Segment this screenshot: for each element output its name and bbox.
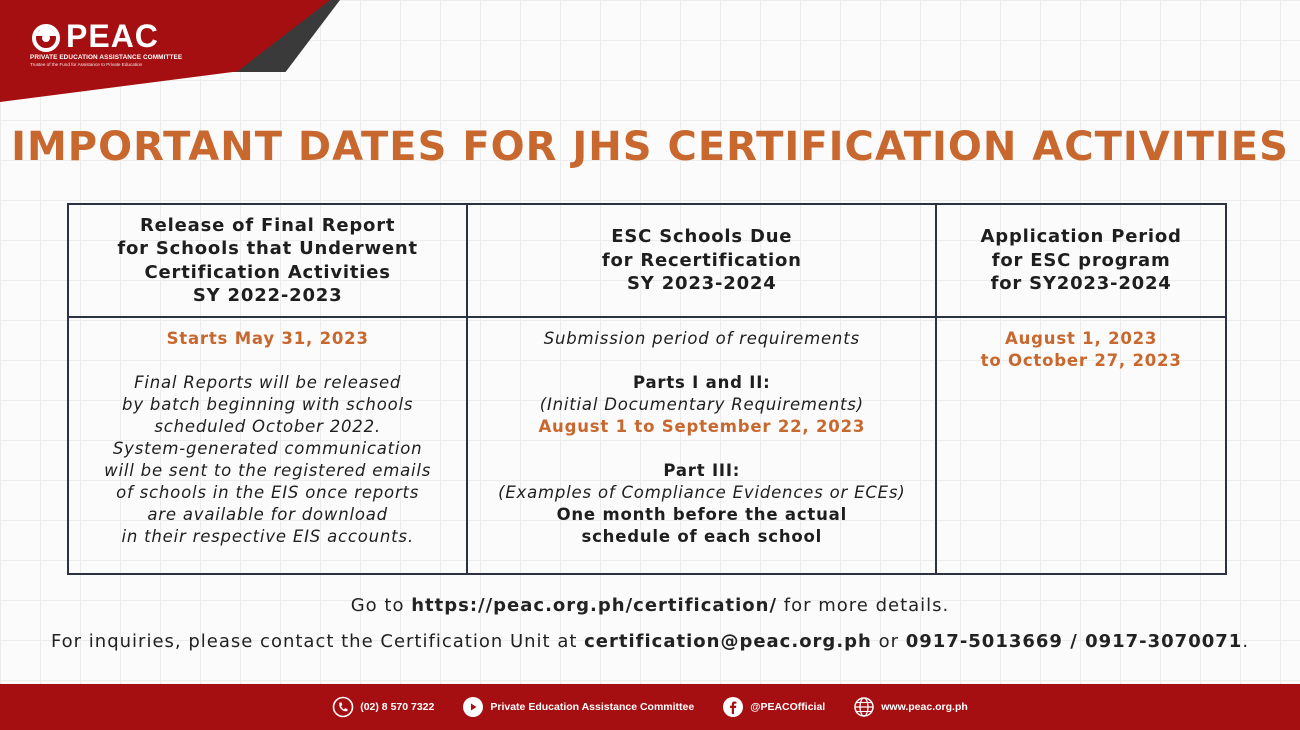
cell-final-report xyxy=(68,317,467,574)
cell-esc-recertification xyxy=(467,317,936,574)
globe-icon xyxy=(853,696,875,718)
inquiries-mid: or xyxy=(871,631,906,652)
header-final-report xyxy=(68,204,467,317)
final-report-desc-line: will be sent to the registered emails xyxy=(104,461,432,480)
header-line: Application Period xyxy=(980,226,1182,248)
dates-table xyxy=(67,203,1227,575)
final-report-start-date: Starts May 31, 2023 xyxy=(166,329,369,348)
header-esc-recertification xyxy=(467,204,936,317)
header-line: for ESC program xyxy=(991,249,1171,271)
footer-youtube[interactable] xyxy=(462,696,694,718)
footer-website-text: www.peac.org.ph xyxy=(881,701,968,713)
table-header-row xyxy=(68,204,1226,317)
header-line: Certification Activities xyxy=(144,261,391,283)
header-line: SY 2023-2024 xyxy=(627,273,777,295)
cell-application-period xyxy=(936,317,1226,574)
footer-facebook[interactable] xyxy=(722,696,825,718)
final-report-desc-line: scheduled October 2022. xyxy=(154,417,381,436)
table-body-row xyxy=(68,317,1226,574)
details-note xyxy=(0,595,1300,616)
part1-dates: August 1 to September 22, 2023 xyxy=(538,417,866,436)
application-date-start: August 1, 2023 xyxy=(1005,329,1158,348)
submission-intro: Submission period of requirements xyxy=(543,329,860,348)
certification-link[interactable]: https://peac.org.ph/certification/ xyxy=(411,595,778,616)
header-line: for SY2023-2024 xyxy=(990,273,1172,295)
footer-website[interactable] xyxy=(853,696,968,718)
part3-when-line: One month before the actual xyxy=(556,505,848,524)
final-report-desc-line: are available for download xyxy=(147,505,388,524)
details-pre: Go to xyxy=(350,595,412,616)
final-report-desc-line: Final Reports will be released xyxy=(134,373,402,392)
inquiries-pre: For inquiries, please contact the Certification Unit at xyxy=(50,631,585,652)
header-line: Release of Final Report xyxy=(140,214,396,236)
peac-logo[interactable] xyxy=(30,20,182,67)
header-line: for Recertification xyxy=(601,249,802,271)
footer-youtube-text: Private Education Assistance Committee xyxy=(490,701,695,713)
logo-wordmark: PEAC xyxy=(66,18,159,54)
footer-phone[interactable] xyxy=(332,696,434,718)
final-report-desc-line: System-generated communication xyxy=(112,439,423,458)
part1-desc: (Initial Documentary Requirements) xyxy=(539,395,864,414)
final-report-desc-line: in their respective EIS accounts. xyxy=(121,527,414,546)
header-line: for Schools that Underwent xyxy=(117,238,418,259)
final-report-desc-line: of schools in the EIS once reports xyxy=(116,483,420,502)
logo-tagline: Trustee of the Fund for Assistance to Private Education xyxy=(30,62,143,67)
phone-icon xyxy=(332,696,354,718)
facebook-icon xyxy=(722,696,744,718)
inquiries-note xyxy=(0,631,1300,652)
inquiries-post: . xyxy=(1242,631,1250,652)
details-post: for more details. xyxy=(777,595,950,616)
part1-title: Parts I and II: xyxy=(633,373,771,392)
footer-bar xyxy=(0,684,1300,730)
part3-when-line: schedule of each school xyxy=(581,527,823,546)
header-application-period xyxy=(936,204,1226,317)
header-line: SY 2022-2023 xyxy=(192,285,343,306)
logo-subtitle: PRIVATE EDUCATION ASSISTANCE COMMITTEE xyxy=(30,54,183,61)
header-line: ESC Schools Due xyxy=(611,226,793,248)
peac-emblem-icon xyxy=(30,20,62,52)
contact-email-link[interactable]: certification@peac.org.ph xyxy=(584,631,872,652)
page-title: IMPORTANT DATES FOR JHS CERTIFICATION ACTIVITIES xyxy=(11,124,1289,170)
part3-title: Part III: xyxy=(663,461,741,480)
contact-phones[interactable]: 0917-5013669 / 0917-3070071 xyxy=(905,631,1243,652)
footer-facebook-text: @PEACOfficial xyxy=(750,701,826,713)
part3-desc: (Examples of Compliance Evidences or ECEs) xyxy=(498,483,906,502)
application-date-end: to October 27, 2023 xyxy=(980,351,1182,370)
youtube-icon xyxy=(462,696,484,718)
footer-phone-text: (02) 8 570 7322 xyxy=(360,701,435,713)
final-report-desc-line: by batch beginning with schools xyxy=(122,395,414,414)
